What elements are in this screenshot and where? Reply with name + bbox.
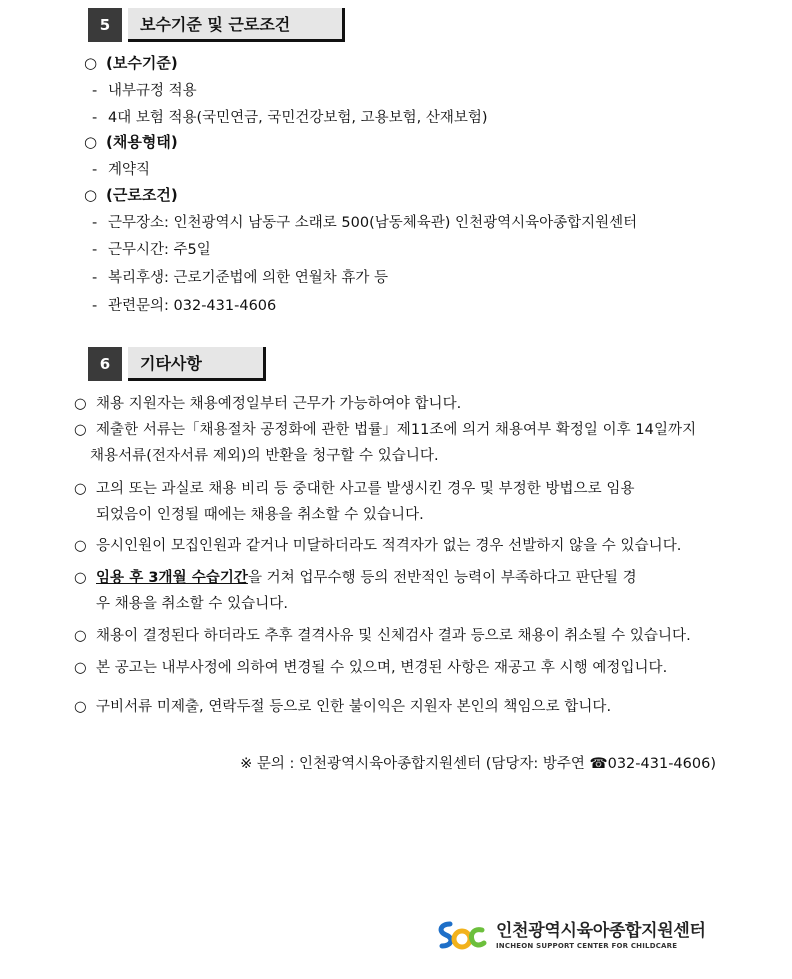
circle-bullet: ○ <box>74 481 87 497</box>
circle-bullet: ○ <box>74 699 87 715</box>
note-item: ○ 제출한 서류는「채용절차 공정화에 관한 법률」제11조에 의거 채용여부 확정일 이후 14일까지 채용서류(전자서류 제외)의 반환을 청구할 수 있습니다. <box>74 417 724 469</box>
list-item: - 근무시간: 주5일 <box>92 242 211 258</box>
list-item: - 관련문의: 032-431-4606 <box>92 298 277 314</box>
inquiry-contact: ※ 문의 : 인천광역시육아종합지원센터 (담당자: 방주연 ☎032-431-4606) <box>240 756 716 772</box>
circle-bullet: ○ <box>84 54 98 72</box>
section-5-header <box>88 8 345 42</box>
note-item: ○ 본 공고는 내부사정에 의하여 변경될 수 있으며, 변경된 사항은 재공고 후 시행 예정입니다. <box>74 655 724 681</box>
circle-bullet: ○ <box>74 538 87 554</box>
list-item: - 근무장소: 인천광역시 남동구 소래로 500(남동체육관) 인천광역시육아종합지원센터 <box>92 215 638 231</box>
note-item: ○ 구비서류 미제출, 연락두절 등으로 인한 불이익은 지원자 본인의 책임으로 합니다. <box>74 694 724 720</box>
note-item: ○ 임용 후 3개월 수습기간을 거쳐 업무수행 등의 전반적인 능력이 부족하다고 판단될 경 우 채용을 취소할 수 있습니다. <box>74 565 724 617</box>
section-5-number: 5 <box>88 8 122 42</box>
group-heading: ○ (근로조건) <box>84 186 178 204</box>
circle-bullet: ○ <box>74 570 87 586</box>
list-item: - 계약직 <box>92 162 151 178</box>
group-heading: ○ (채용형태) <box>84 133 178 151</box>
circle-bullet: ○ <box>74 396 87 412</box>
center-logo <box>436 918 706 954</box>
note-item: ○ 응시인원이 모집인원과 같거나 미달하더라도 적격자가 없는 경우 선발하지 않을 수 있습니다. <box>74 533 724 559</box>
list-item: - 4대 보험 적용(국민연금, 국민건강보험, 고용보험, 산재보험) <box>92 110 488 126</box>
list-item: - 복리후생: 근로기준법에 의한 연월차 휴가 등 <box>92 270 389 286</box>
logo-mark-icon <box>436 918 488 954</box>
section-6-title: 기타사항 <box>128 347 266 381</box>
section-5-title: 보수기준 및 근로조건 <box>128 8 345 42</box>
section-6-header <box>88 347 266 381</box>
note-item: ○ 채용이 결정된다 하더라도 추후 결격사유 및 신체검사 결과 등으로 채용이 취소될 수 있습니다. <box>74 623 724 649</box>
circle-bullet: ○ <box>84 186 98 204</box>
logo-name-korean: 인천광역시육아종합지원센터 <box>496 920 706 941</box>
circle-bullet: ○ <box>74 628 87 644</box>
probation-highlight: 임용 후 3개월 수습기간 <box>96 570 248 586</box>
logo-name-english: INCHEON SUPPORT CENTER FOR CHILDCARE <box>496 941 678 950</box>
circle-bullet: ○ <box>74 422 87 438</box>
section-6-number: 6 <box>88 347 122 381</box>
list-item: - 내부규정 적용 <box>92 83 197 99</box>
circle-bullet: ○ <box>74 660 87 676</box>
note-item: ○ 고의 또는 과실로 채용 비리 등 중대한 사고를 발생시킨 경우 및 부정한 방법으로 임용 되었음이 인정될 때에는 채용을 취소할 수 있습니다. <box>74 476 724 528</box>
circle-bullet: ○ <box>84 133 98 151</box>
note-item: ○ 채용 지원자는 채용예정일부터 근무가 가능하여야 합니다. <box>74 391 724 417</box>
group-heading: ○ (보수기준) <box>84 54 178 72</box>
